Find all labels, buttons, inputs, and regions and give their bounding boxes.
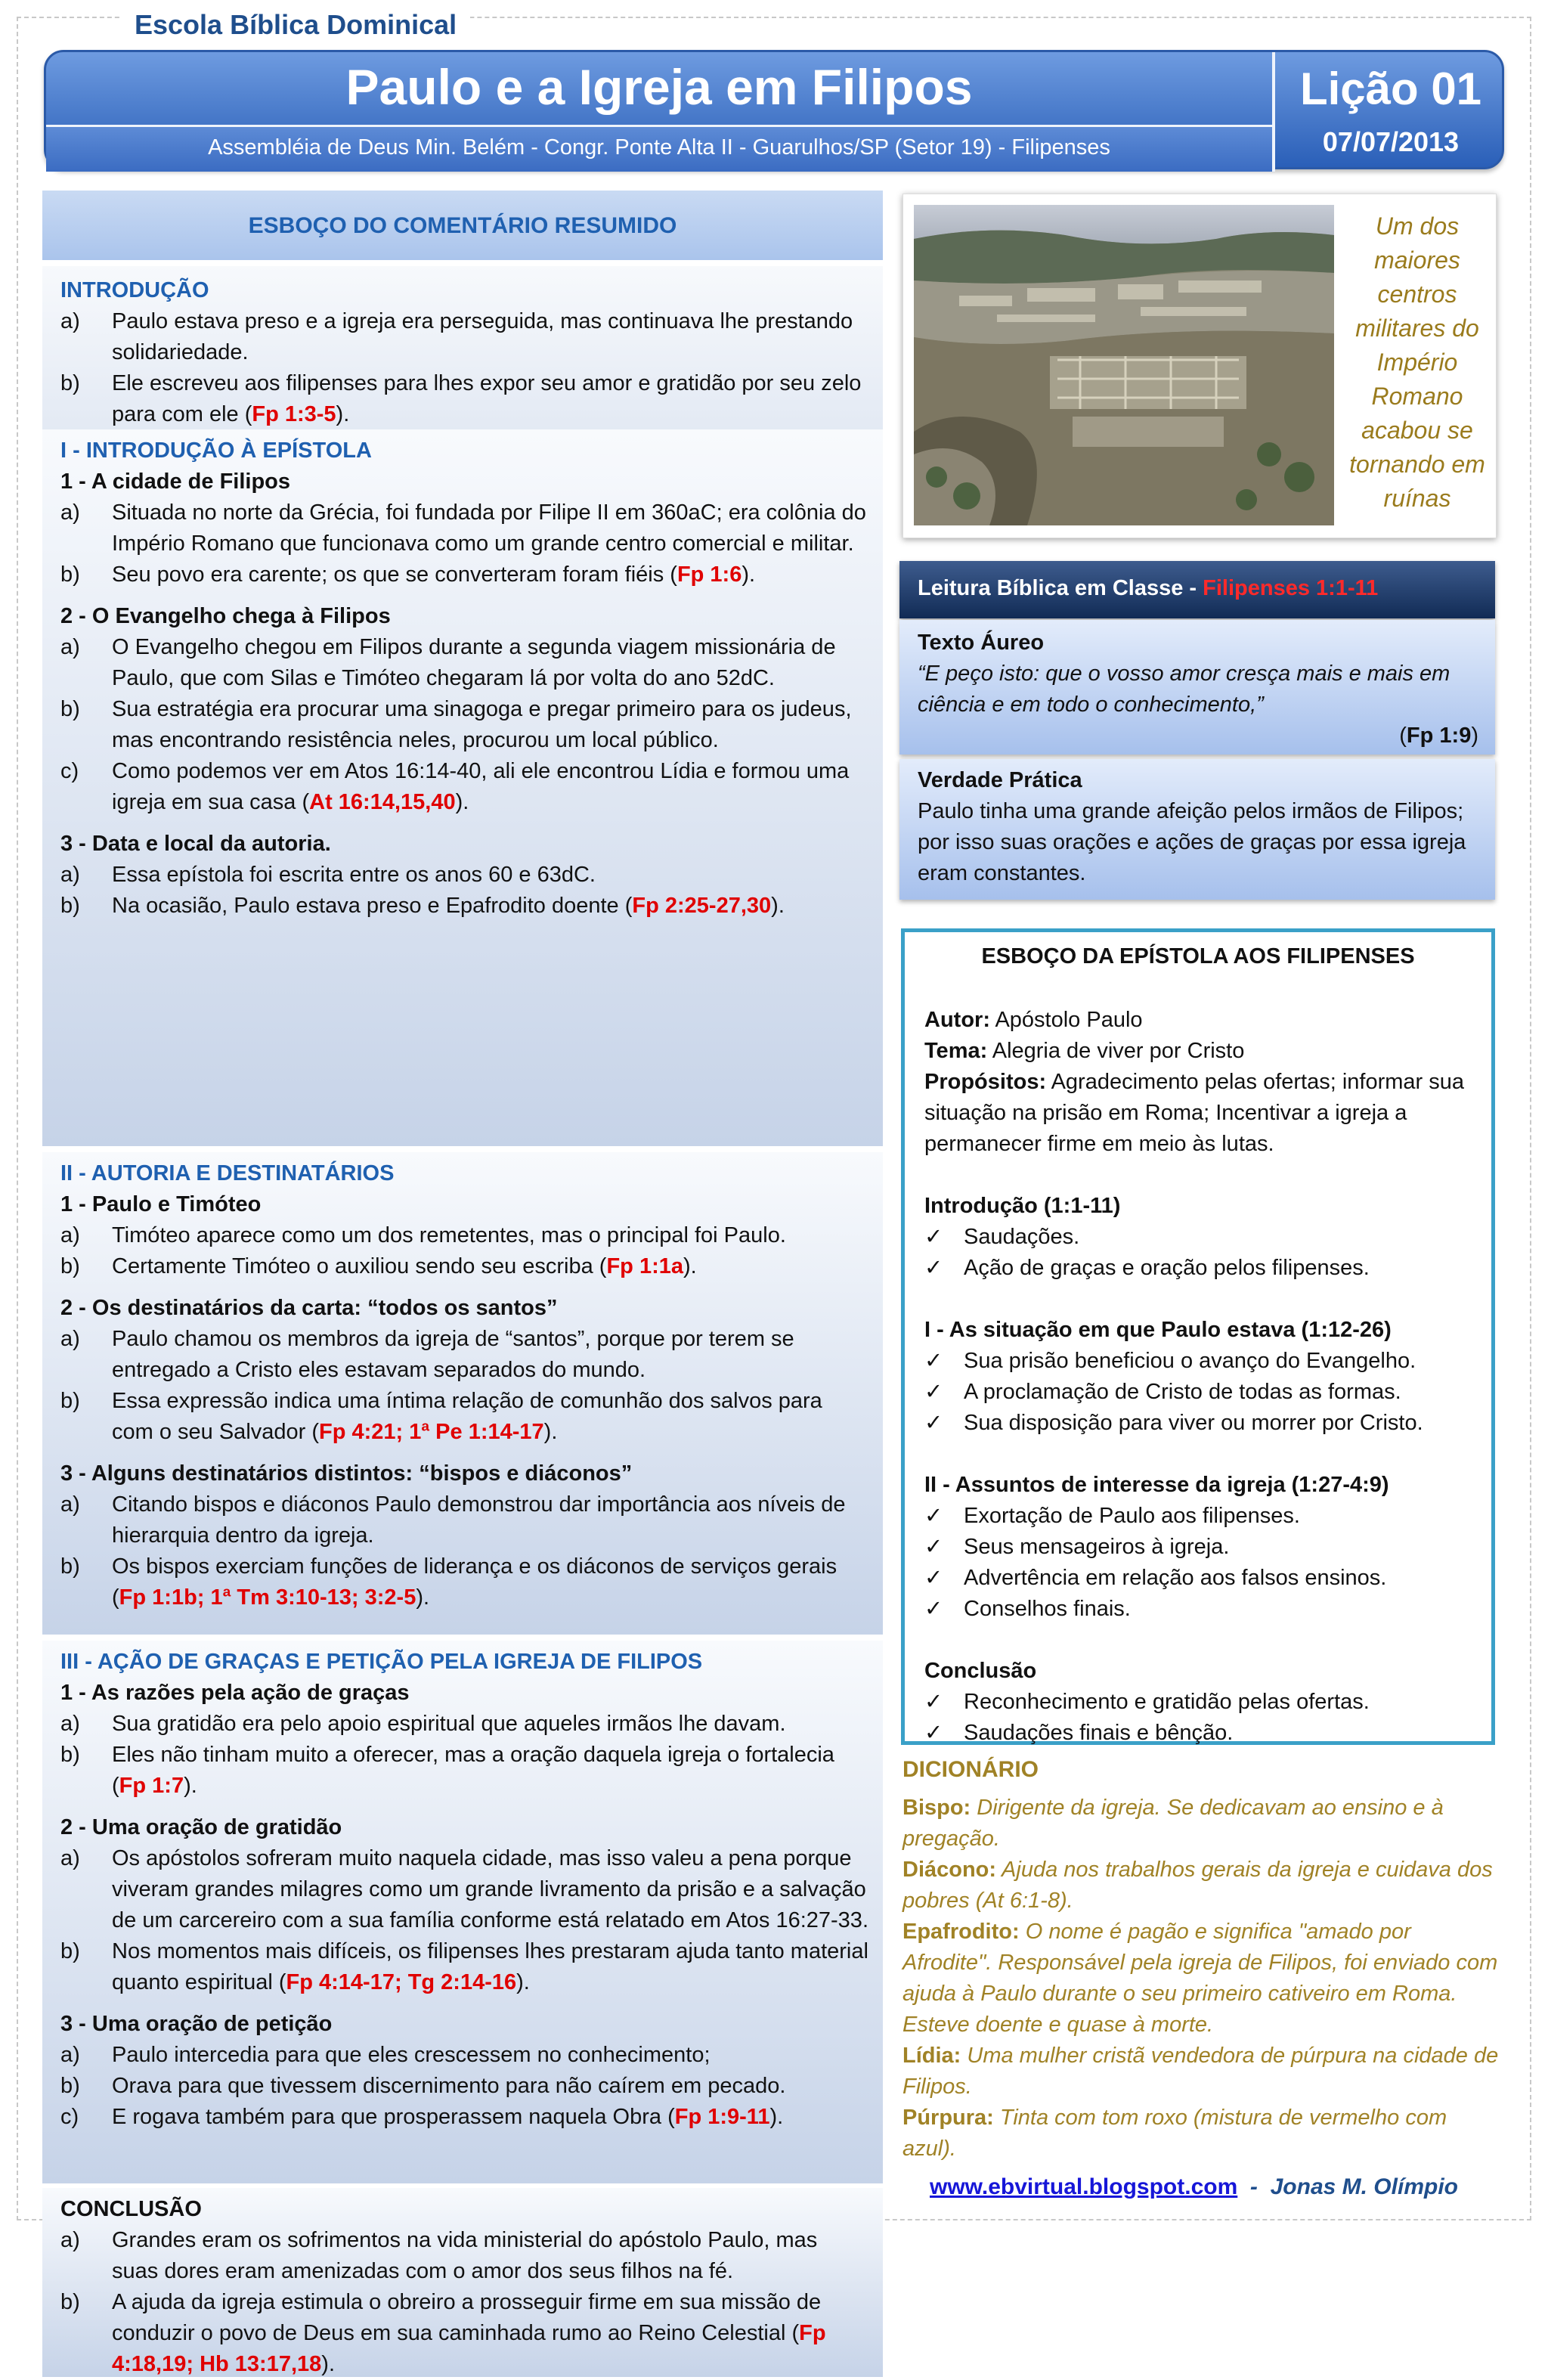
golden-text-quote: “E peço isto: que o vosso amor cresça mais e mais em ciência e em todo o conhecimento,”: [918, 662, 1450, 717]
section-thanksgiving: [42, 1641, 883, 2183]
page-subtitle: Assembléia de Deus Min. Belém - Congr. Ponte Alta II - Guarulhos/SP (Setor 19) - Filipenses: [208, 135, 1110, 160]
practical-truth-title: Verdade Prática: [918, 768, 1082, 792]
bible-reference: Fp 4:21; 1ª Pe 1:14-17: [319, 1420, 544, 1444]
list-item: c) Como podemos ver em Atos 16:14-40, ali ele encontrou Lídia e formou uma igreja em sua casa (At 16:14,15,40).: [60, 759, 850, 814]
reading-label: Leitura Bíblica em Classe -: [918, 576, 1203, 600]
checkmark-icon: ✓: [924, 1535, 943, 1559]
dictionary-entry: Bispo: Dirigente da igreja. Se dedicavam ao ensino e à pregação.: [902, 1796, 1444, 1851]
list-item: ✓ Sua prisão beneficiou o avanço do Evangelho.: [924, 1346, 1478, 1377]
outline-theme: Tema: Alegria de viver por Cristo: [924, 1039, 1245, 1063]
philippi-ruins-photo: [914, 205, 1334, 525]
list-item: b) Sua estratégia era procurar uma sinagoga e pregar primeiro para os judeus, mas encontrando resistência neles, procurou um local público.: [60, 697, 852, 752]
footer: www.ebvirtual.blogspot.com - Jonas M. Olímpio: [930, 2174, 1458, 2199]
dictionary-entry: Diácono: Ajuda nos trabalhos gerais da igreja e cuidava dos pobres (At 6:1-8).: [902, 1858, 1493, 1913]
list-item: ✓ Ação de graças e oração pelos filipenses.: [924, 1253, 1478, 1284]
golden-text-reference: (Fp 1:9): [1399, 724, 1478, 748]
list-item: b) A ajuda da igreja estimula o obreiro a prosseguir firme em sua missão de conduzir o povo de Deus em sua caminhada rumo ao Reino Celestial (Fp 4:18,19; Hb 13:17,18).: [60, 2290, 826, 2376]
section-authorship: [42, 1152, 883, 1635]
list-item: ✓ Seus mensageiros à igreja.: [924, 1532, 1478, 1563]
list-item: a) Citando bispos e diáconos Paulo demonstrou dar importância aos níveis de hierarquia dentro da igreja.: [60, 1492, 846, 1548]
list-item: ✓ A proclamação de Cristo de todas as formas.: [924, 1377, 1478, 1408]
epistle-outline-box: [901, 928, 1495, 1745]
list-item: ✓ Advertência em relação aos falsos ensinos.: [924, 1563, 1478, 1594]
dictionary-entry: Lídia: Uma mulher cristã vendedora de púrpura na cidade de Filipos.: [902, 2044, 1499, 2099]
bible-reference: Fp 4:14-17; Tg 2:14-16: [286, 1970, 517, 1994]
commentary-column: [42, 191, 883, 2376]
checkmark-icon: ✓: [924, 1566, 943, 1590]
subsection-heading: 2 - O Evangelho chega à Filipos: [60, 604, 391, 628]
section-conclusion: [42, 2188, 883, 2377]
list-item: a) O Evangelho chegou em Filipos durante a segunda viagem missionária de Paulo, que com Silas e Timóteo chegaram lá por volta do ano 52dC.: [60, 635, 836, 690]
subsection-heading: 2 - Os destinatários da carta: “todos os santos”: [60, 1296, 558, 1320]
checkmark-icon: ✓: [924, 1256, 943, 1280]
outline-part-ii-heading: II - Assuntos de interesse da igreja (1:27-4:9): [924, 1473, 1389, 1497]
checkmark-icon: ✓: [924, 1504, 943, 1528]
section-heading: II - AUTORIA E DESTINATÁRIOS: [60, 1161, 395, 1185]
subsection-heading: 3 - Uma oração de petição: [60, 2012, 333, 2036]
list-item: ✓ Sua disposição para viver ou morrer por Cristo.: [924, 1408, 1478, 1439]
subsection-heading: 3 - Alguns destinatários distintos: “bispos e diáconos”: [60, 1461, 633, 1486]
checkmark-icon: ✓: [924, 1349, 943, 1373]
lesson-number: Lição 01: [1299, 64, 1482, 114]
reading-reference: Filipenses 1:1-11: [1203, 576, 1379, 600]
subsection-heading: 1 - Paulo e Timóteo: [60, 1192, 262, 1216]
photo-card: [902, 194, 1497, 538]
dictionary: [902, 1754, 1500, 2165]
subsection-heading: 1 - As razões pela ação de graças: [60, 1681, 410, 1705]
outline-author: Autor: Apóstolo Paulo: [924, 1008, 1143, 1032]
list-item: b) Orava para que tivessem discernimento para não caírem em pecado.: [60, 2074, 786, 2098]
outline-part-i-heading: I - As situação em que Paulo estava (1:12-26): [924, 1318, 1392, 1342]
section-heading: III - AÇÃO DE GRAÇAS E PETIÇÃO PELA IGREJA DE FILIPOS: [60, 1650, 703, 1674]
checkmark-icon: ✓: [924, 1380, 943, 1404]
subsection-heading: 1 - A cidade de Filipos: [60, 469, 291, 494]
bible-reference: Fp 4:18,19; Hb 13:17,18: [112, 2321, 826, 2376]
intro-heading: INTRODUÇÃO: [60, 278, 209, 302]
checkmark-icon: ✓: [924, 1690, 943, 1714]
checkmark-icon: ✓: [924, 1225, 943, 1249]
list-item: ✓ Conselhos finais.: [924, 1594, 1478, 1625]
list-item: a) Timóteo aparece como um dos remetentes, mas o principal foi Paulo.: [60, 1223, 786, 1247]
author-name: Jonas M. Olímpio: [1270, 2174, 1458, 2199]
commentary-header: [42, 191, 883, 260]
blog-link[interactable]: www.ebvirtual.blogspot.com: [930, 2174, 1238, 2199]
subsection-heading: 3 - Data e local da autoria.: [60, 832, 331, 856]
golden-text-box: [899, 620, 1495, 755]
list-item: b) Certamente Timóteo o auxiliou sendo seu escriba (Fp 1:1a).: [60, 1254, 697, 1278]
section-heading: I - INTRODUÇÃO À EPÍSTOLA: [60, 439, 372, 463]
list-item: a) Paulo estava preso e a igreja era perseguida, mas continuava lhe prestando solidariedade.: [60, 309, 853, 364]
list-item: a) Os apóstolos sofreram muito naquela cidade, mas isso valeu a pena porque viveram grandes milagres como um grande livramento da prisão e a salvação de um carcereiro com a sua família conforme está relatado em Atos 16:27-33.: [60, 1846, 868, 1932]
page-title: Paulo e a Igreja em Filipos: [345, 59, 973, 115]
header-banner: [44, 50, 1504, 169]
bible-reading-banner: [899, 561, 1495, 618]
outline-title: ESBOÇO DA EPÍSTOLA AOS FILIPENSES: [981, 944, 1415, 968]
list-item: a) Paulo chamou os membros da igreja de “santos”, porque por terem se entregado a Cristo eles estavam separados do mundo.: [60, 1327, 794, 1382]
golden-text-title: Texto Áureo: [918, 631, 1045, 655]
checkmark-icon: ✓: [924, 1721, 943, 1745]
list-item: c) E rogava também para que prosperassem naquela Obra (Fp 1:9-11).: [60, 2105, 784, 2129]
dictionary-entry: Epafrodito: O nome é pagão e significa "amado por Afrodite". Responsável pela igreja de Filipos, foi enviado com ajuda à Paulo durante o seu primeiro cativeiro em Roma. Esteve doente e quase à morte.: [902, 1920, 1498, 2037]
dictionary-title: DICIONÁRIO: [902, 1757, 1039, 1782]
outline-conclusion-heading: Conclusão: [924, 1659, 1037, 1683]
list-item: a) Situada no norte da Grécia, foi fundada por Filipe II em 360aC; era colônia do Império Romano que funcionava como um grande centro comercial e militar.: [60, 500, 866, 556]
lesson-date: 07/07/2013: [1322, 126, 1460, 157]
list-item: b) Ele escreveu aos filipenses para lhes expor seu amor e gratidão por seu zelo para com ele (Fp 1:3-5).: [60, 371, 862, 426]
subsection-heading: 2 - Uma oração de gratidão: [60, 1815, 342, 1839]
list-item: a) Paulo intercedia para que eles crescessem no conhecimento;: [60, 2043, 711, 2067]
bible-reference: Fp 1:1b; 1ª Tm 3:10-13; 3:2-5: [119, 1585, 416, 1610]
school-name: Escola Bíblica Dominical: [121, 9, 470, 41]
list-item: ✓ Saudações finais e bênção.: [924, 1718, 1478, 1749]
checkmark-icon: ✓: [924, 1411, 943, 1435]
list-item: a) Essa epístola foi escrita entre os anos 60 e 63dC.: [60, 863, 596, 887]
bible-reference: Fp 1:7: [119, 1774, 184, 1798]
checkmark-icon: ✓: [924, 1597, 943, 1621]
practical-truth-text: Paulo tinha uma grande afeição pelos irmãos de Filipos; por isso suas orações e ações de graças por essa igreja eram constantes.: [918, 799, 1466, 885]
bible-reference: At 16:14,15,40: [309, 790, 456, 814]
list-item: ✓ Exortação de Paulo aos filipenses.: [924, 1501, 1478, 1532]
list-item: a) Sua gratidão era pelo apoio espiritual que aqueles irmãos lhe davam.: [60, 1712, 786, 1736]
list-item: b) Seu povo era carente; os que se converteram foram fiéis (Fp 1:6).: [60, 562, 756, 587]
commentary-title: ESBOÇO DO COMENTÁRIO RESUMIDO: [248, 213, 677, 238]
list-item: a) Grandes eram os sofrimentos na vida ministerial do apóstolo Paulo, mas suas dores eram amenizadas com o amor dos seus filhos na fé.: [60, 2228, 818, 2283]
bible-reference: Fp 2:25-27,30: [632, 894, 772, 918]
bible-reference: Fp 1:3-5: [252, 402, 336, 426]
bible-reference: Fp 1:6: [676, 562, 742, 587]
section-epistle-introduction: [42, 429, 883, 1146]
header-divider-line: [46, 125, 1272, 127]
list-item: ✓ Saudações.: [924, 1222, 1478, 1253]
practical-truth-box: [899, 759, 1495, 900]
dictionary-entry: Púrpura: Tinta com tom roxo (mistura de vermelho com azul).: [902, 2106, 1447, 2161]
bible-reference: Fp 1:1a: [606, 1254, 683, 1278]
photo-caption: Um dos maiores centros militares do Império Romano acabou se tornando em ruínas: [1349, 212, 1485, 512]
outline-purposes: Propósitos: Agradecimento pelas ofertas; informar sua situação na prisão em Roma; Incentivar a igreja a permanecer firme em meio às lutas.: [924, 1070, 1465, 1156]
list-item: b) Nos momentos mais difíceis, os filipenses lhes prestaram ajuda tanto material quanto espiritual (Fp 4:14-17; Tg 2:14-16).: [60, 1939, 868, 1994]
list-item: b) Na ocasião, Paulo estava preso e Epafrodito doente (Fp 2:25-27,30).: [60, 894, 785, 918]
list-item: b) Os bispos exerciam funções de liderança e os diáconos de serviços gerais (Fp 1:1b; 1ª Tm 3:10-13; 3:2-5).: [60, 1554, 837, 1610]
list-item: b) Eles não tinham muito a oferecer, mas a oração daquela igreja o fortalecia (Fp 1:7).: [60, 1743, 834, 1798]
outline-intro-heading: Introdução (1:1-11): [924, 1194, 1121, 1218]
ruins-landscape-image: [914, 205, 1334, 525]
list-item: b) Essa expressão indica uma íntima relação de comunhão dos salvos para com o seu Salvador (Fp 4:21; 1ª Pe 1:14-17).: [60, 1389, 822, 1444]
conclusion-heading: CONCLUSÃO: [60, 2197, 202, 2221]
bible-reference: Fp 1:9-11: [674, 2105, 770, 2129]
list-item: ✓ Reconhecimento e gratidão pelas ofertas.: [924, 1687, 1478, 1718]
